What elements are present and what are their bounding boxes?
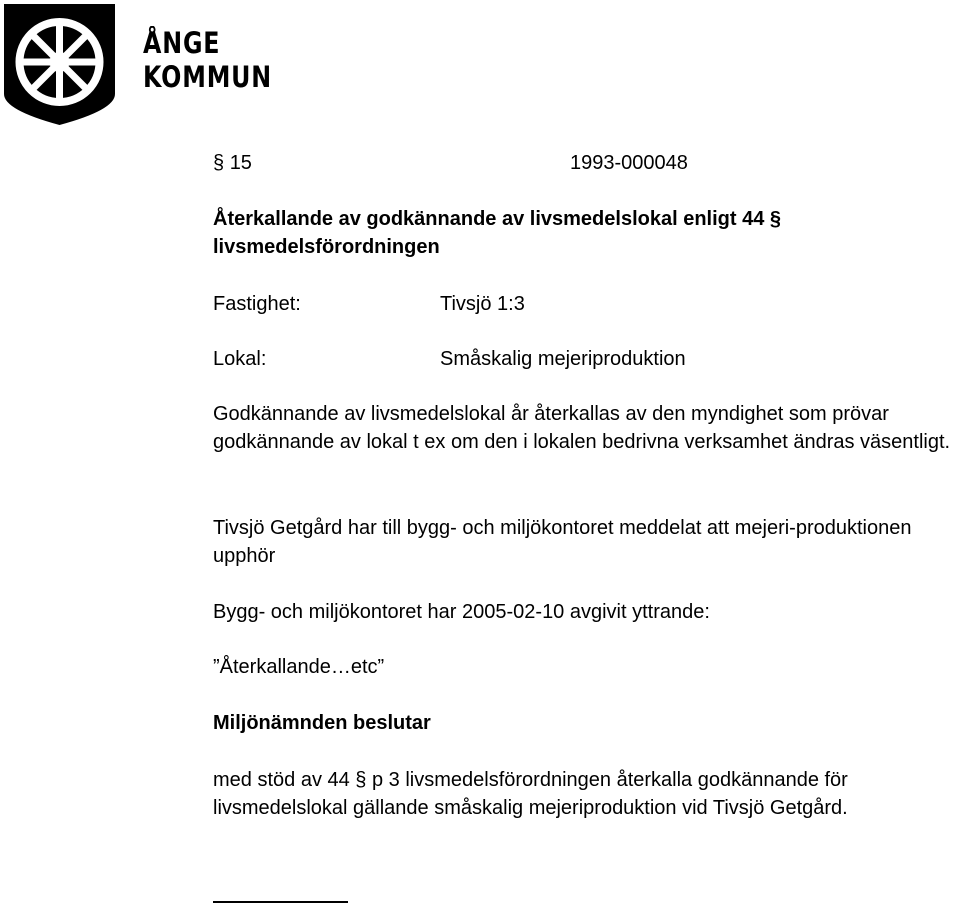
letterhead-logo: [0, 0, 960, 140]
paragraph-approval-revocation: Godkännande av livsmedelslokal år återkallas av den myndighet som prövar godkännande av lokal t ex om den i lokalen bedrivna verksamhet ändras väsentligt.: [213, 403, 951, 453]
field-value-property: Tivsjö 1:3: [440, 293, 525, 315]
logo-wordmark: [143, 26, 272, 94]
quoted-statement: ”Återkallande…etc”: [213, 656, 385, 678]
paragraph-sign: §: [213, 152, 225, 174]
document-title: [213, 205, 781, 233]
field-row-property: [213, 290, 525, 318]
title-section-sign: §: [769, 208, 782, 230]
logo-line-1: ÅNGE: [143, 26, 221, 60]
logo-line-2: KOMMUN: [143, 60, 273, 94]
field-label-property: Fastighet:: [213, 293, 301, 315]
municipal-wheel-emblem-icon: [2, 2, 117, 127]
field-label-premises: Lokal:: [213, 348, 267, 370]
title-line-1: Återkallande av godkännande av livsmedelslokal enligt 44: [213, 208, 765, 230]
field-value-premises: Småskalig mejeriproduktion: [440, 348, 686, 370]
signature-line: [213, 901, 348, 903]
section-number: 15: [229, 152, 252, 174]
paragraph-production-ended: Tivsjö Getgård har till bygg- och miljökontoret meddelat att mejeri-produktionen upphör: [213, 517, 912, 567]
paragraph-statement: Bygg- och miljökontoret har 2005-02-10 avgivit yttrande:: [213, 601, 710, 623]
case-number: 1993-000048: [570, 152, 688, 174]
field-row-premises: [213, 345, 686, 373]
section-header: [213, 149, 688, 177]
title-line-2: livsmedelsförordningen: [213, 236, 440, 258]
decision-heading: Miljönämnden beslutar: [213, 712, 431, 734]
decision-text: med stöd av 44 § p 3 livsmedelsförordningen återkalla godkännande för livsmedelslokal gällande småskalig mejeriproduktion vid Tivsjö Getgård.: [213, 769, 848, 819]
